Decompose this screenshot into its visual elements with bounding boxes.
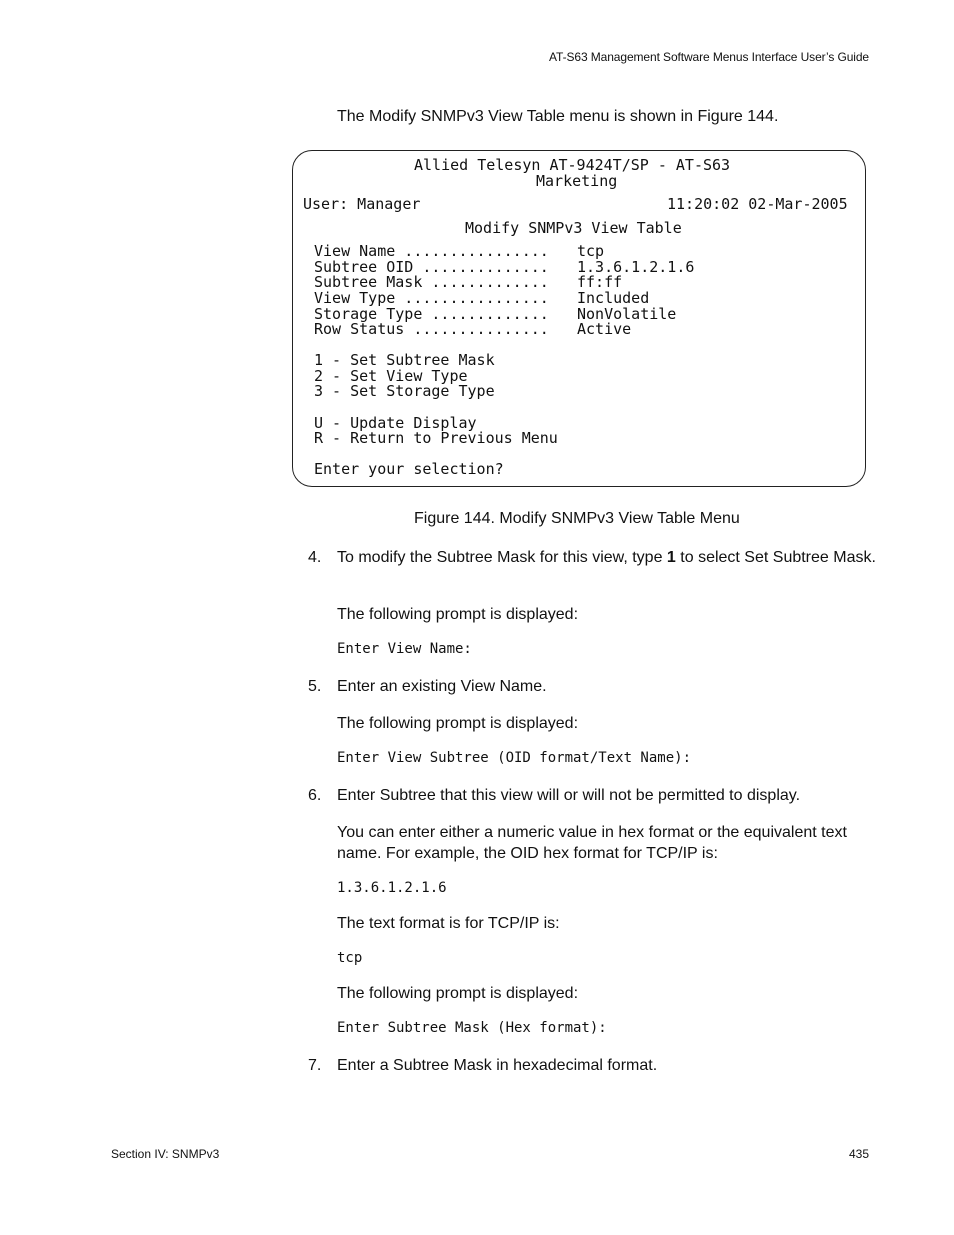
system-line: Allied Telesyn AT-9424T/SP - AT-S63 xyxy=(414,156,731,174)
step-5-follow: The following prompt is displayed: xyxy=(337,715,579,732)
location-line: Marketing xyxy=(536,172,618,190)
step-6-follow: The following prompt is displayed: xyxy=(337,985,579,1002)
menu-option: 3 - Set Storage Type xyxy=(314,382,495,400)
step-number: 6. xyxy=(308,787,322,804)
step-5-text: Enter an existing View Name. xyxy=(337,678,547,695)
field-label: Row Status ............... xyxy=(314,320,549,338)
step-number: 4. xyxy=(308,549,322,566)
field-value: 1.3.6.1.2.1.6 xyxy=(577,258,695,276)
running-header: AT-S63 Management Software Menus Interface User’s Guide xyxy=(549,50,869,64)
step-5-code: Enter View Subtree (OID format/Text Name): xyxy=(337,750,692,766)
step-6-code-oid: 1.3.6.1.2.1.6 xyxy=(337,880,447,896)
step-6-paragraph: You can enter either a numeric value in hex format or the equivalent text name. For example, the OID hex format for TCP/IP is: xyxy=(337,824,847,862)
terminal-screen xyxy=(292,150,866,487)
step-number: 5. xyxy=(308,678,322,695)
step-6-code-mask: Enter Subtree Mask (Hex format): xyxy=(337,1020,607,1036)
field-value: NonVolatile xyxy=(577,305,677,323)
step-7-text: Enter a Subtree Mask in hexadecimal format. xyxy=(337,1057,658,1074)
menu-title: Modify SNMPv3 View Table xyxy=(465,219,682,237)
step-4-code: Enter View Name: xyxy=(337,641,472,657)
field-label: Subtree Mask ............. xyxy=(314,273,549,291)
footer-section: Section IV: SNMPv3 xyxy=(111,1147,220,1161)
step-6-code-text: tcp xyxy=(337,950,363,966)
field-value: tcp xyxy=(577,242,605,260)
intro-text: The Modify SNMPv3 View Table menu is shown in Figure 144. xyxy=(337,108,779,125)
field-label: View Type ................ xyxy=(314,289,549,307)
step-6-text-format: The text format is for TCP/IP is: xyxy=(337,915,560,932)
menu-option: 1 - Set Subtree Mask xyxy=(314,351,495,369)
step-4-key: 1 xyxy=(666,549,676,566)
menu-option: 2 - Set View Type xyxy=(314,367,468,385)
step-6-text: Enter Subtree that this view will or will not be permitted to display. xyxy=(337,787,801,804)
field-label: Storage Type ............. xyxy=(314,305,549,323)
user-line: User: Manager xyxy=(303,195,421,213)
step-4-follow: The following prompt is displayed: xyxy=(337,606,579,623)
menu-command: R - Return to Previous Menu xyxy=(314,429,558,447)
menu-command: U - Update Display xyxy=(314,414,477,432)
datetime: 11:20:02 02-Mar-2005 xyxy=(667,195,848,213)
figure-caption: Figure 144. Modify SNMPv3 View Table Menu xyxy=(414,510,740,527)
step-4-text: To modify the Subtree Mask for this view, type 1 to select Set Subtree Mask. xyxy=(337,549,876,566)
step-number: 7. xyxy=(308,1057,322,1074)
field-label: View Name ................ xyxy=(314,242,549,260)
field-value: Active xyxy=(577,320,632,338)
field-value: ff:ff xyxy=(577,273,623,291)
field-label: Subtree OID .............. xyxy=(314,258,549,276)
field-value: Included xyxy=(577,289,650,307)
page-number: 435 xyxy=(848,1147,869,1161)
selection-prompt: Enter your selection? xyxy=(314,460,504,478)
